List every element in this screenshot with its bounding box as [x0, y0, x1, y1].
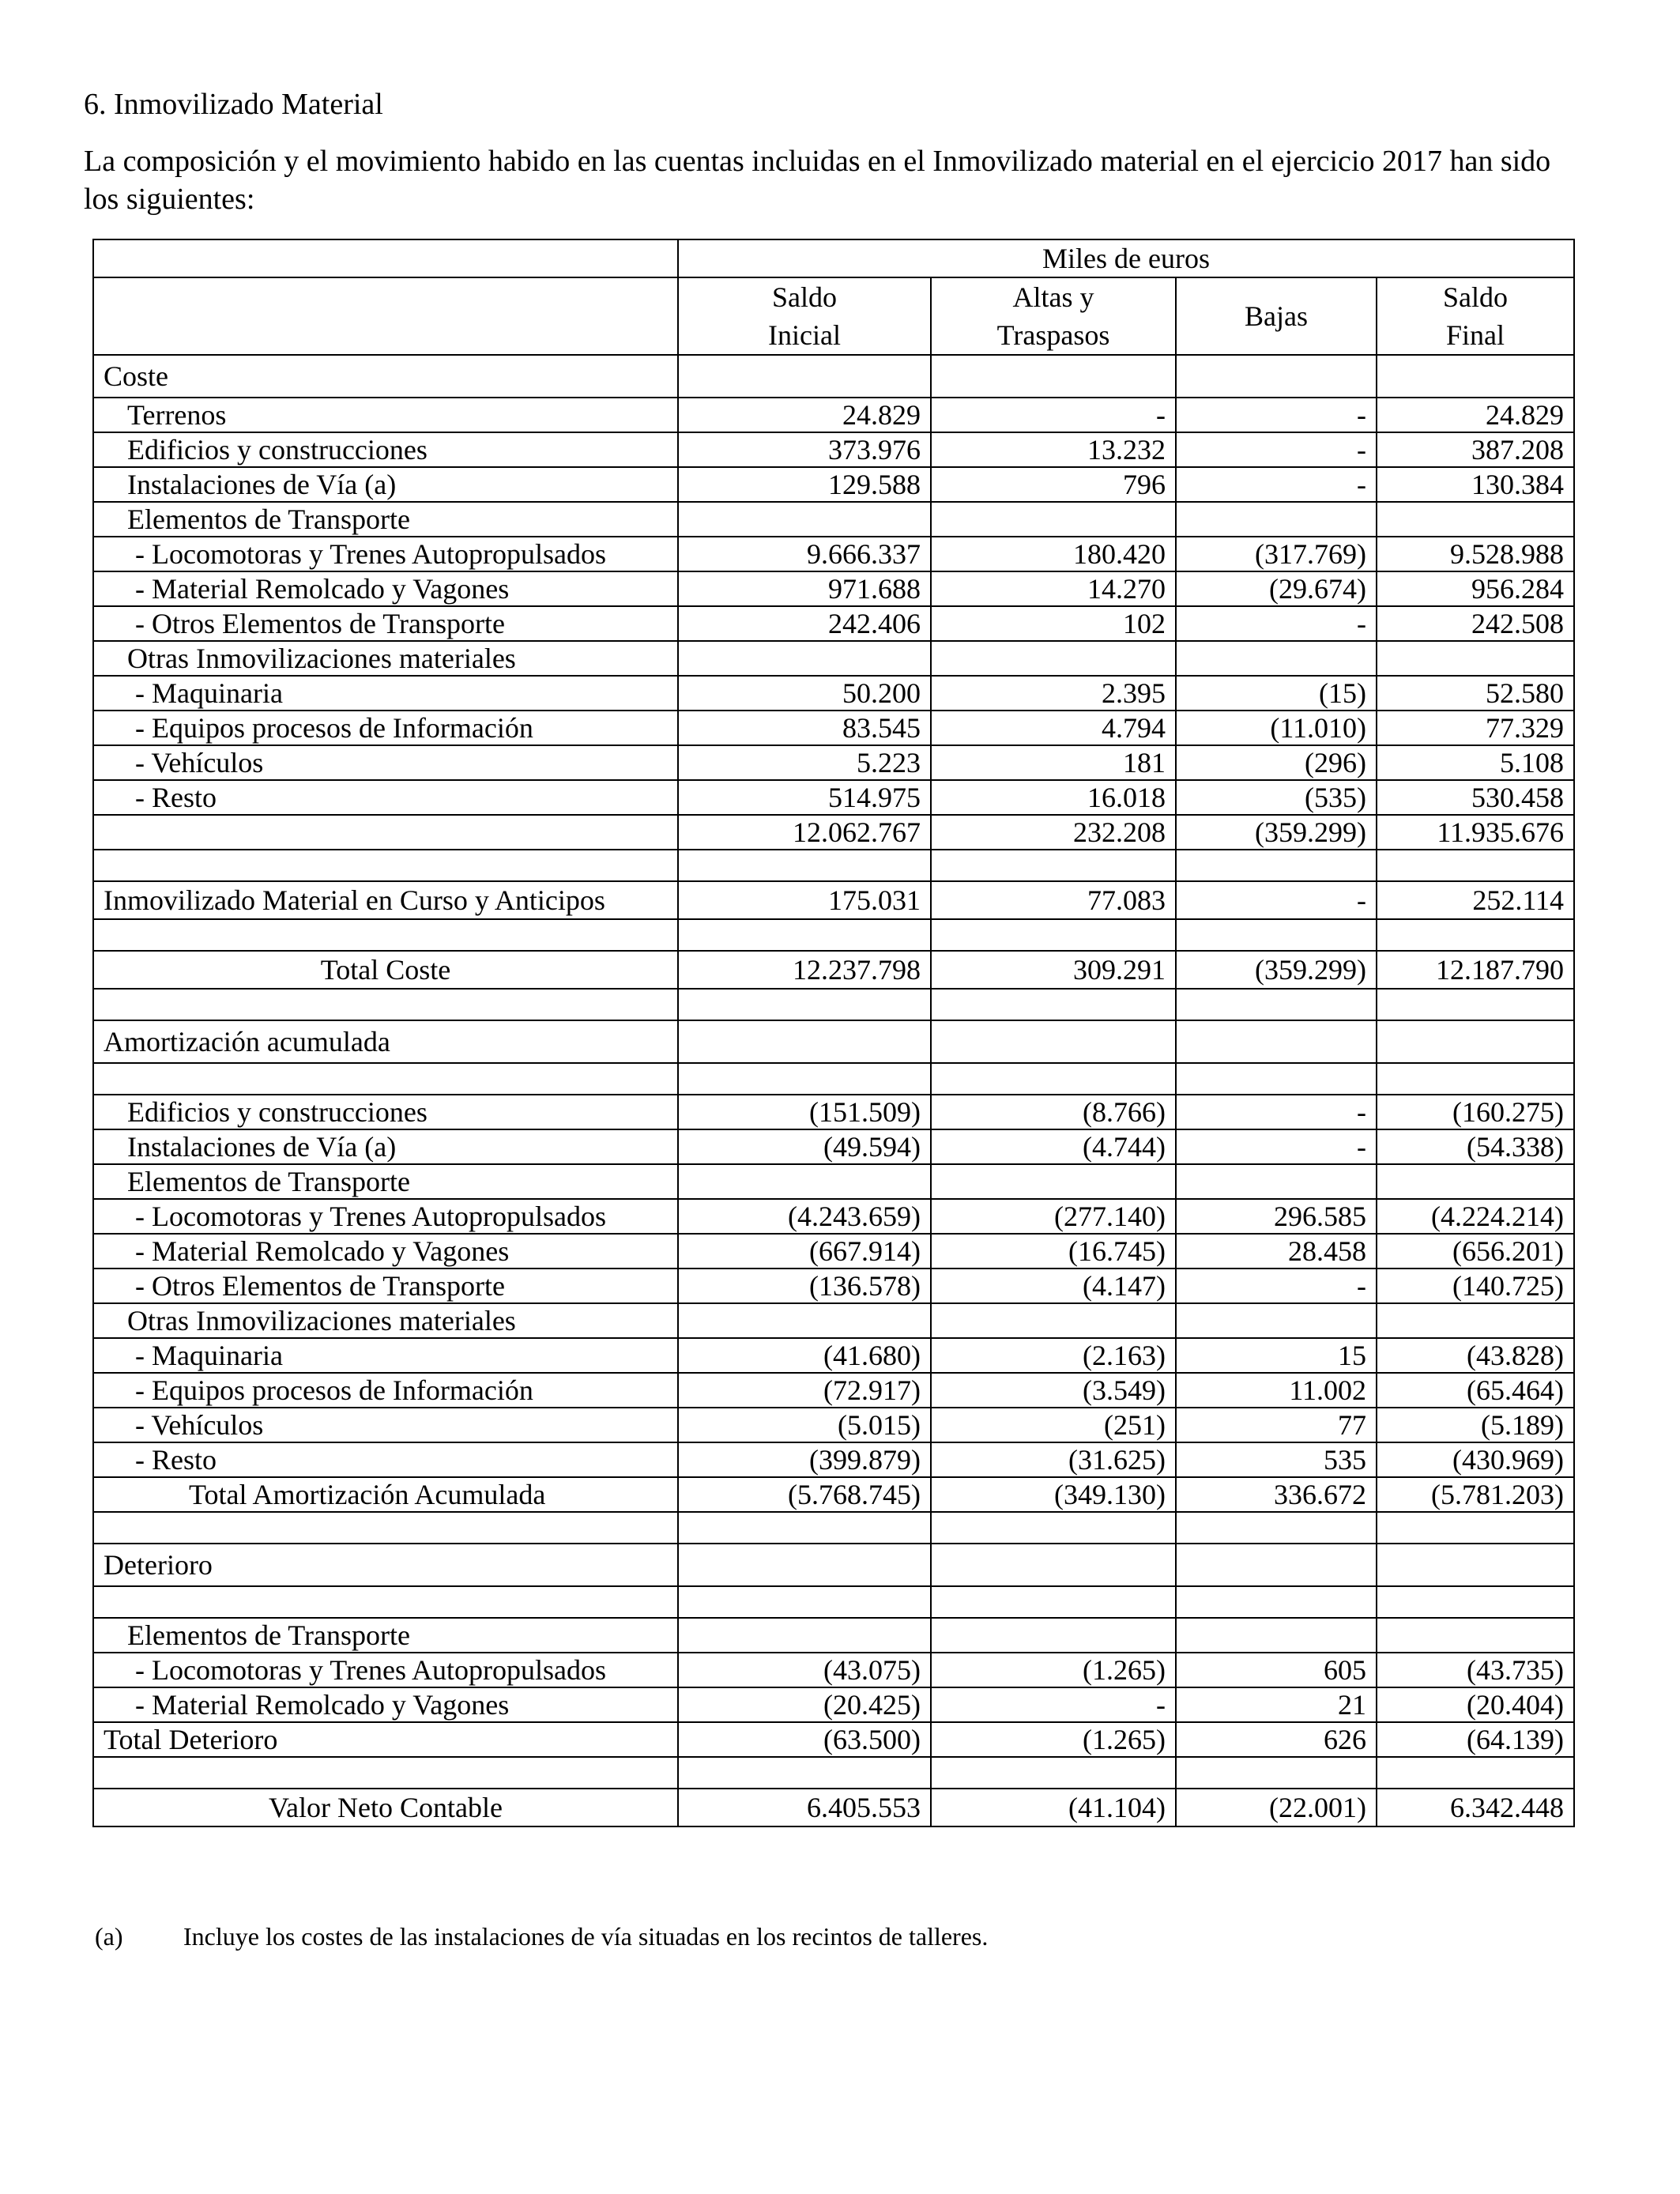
bajas-cell: - [1176, 1269, 1377, 1303]
row-label: Instalaciones de Vía (a) [93, 1129, 678, 1164]
saldo-inicial-cell: 373.976 [678, 432, 931, 467]
empty-cell [931, 1020, 1176, 1063]
saldo-inicial-cell [678, 1618, 931, 1653]
bajas-cell: (15) [1176, 676, 1377, 711]
footnote-text: Incluye los costes de las instalaciones de vía situadas en los recintos de talleres. [183, 1922, 989, 1951]
empty-cell [93, 1063, 678, 1095]
bajas-cell [1176, 641, 1377, 676]
col-header-saldo-final [1377, 277, 1574, 355]
col-header-saldo-inicial [678, 277, 931, 355]
empty-cell [1176, 989, 1377, 1020]
altas-cell: (41.104) [931, 1789, 1176, 1826]
altas-cell: 180.420 [931, 537, 1176, 571]
empty-cell [93, 1586, 678, 1618]
bajas-cell: - [1176, 432, 1377, 467]
row-label: Otras Inmovilizaciones materiales [93, 1303, 678, 1338]
empty-cell [1176, 850, 1377, 881]
header-row-columns [93, 277, 1574, 355]
bajas-cell [1176, 1618, 1377, 1653]
saldo-final-cell: 52.580 [1377, 676, 1574, 711]
section-label: Deterioro [93, 1544, 678, 1586]
row-label: - Equipos procesos de Información [93, 1373, 678, 1408]
altas-cell: (4.147) [931, 1269, 1176, 1303]
saldo-inicial-cell: 129.588 [678, 467, 931, 502]
empty-cell [1377, 1586, 1574, 1618]
section-label: Amortización acumulada [93, 1020, 678, 1063]
table-row [93, 1303, 1574, 1338]
saldo-inicial-cell: (20.425) [678, 1687, 931, 1722]
table-row [93, 641, 1574, 676]
table-row [93, 1789, 1574, 1826]
saldo-final-cell: (64.139) [1377, 1722, 1574, 1757]
table-row [93, 780, 1574, 815]
table-row [93, 1269, 1574, 1303]
empty-cell [931, 919, 1176, 951]
table-row [93, 1687, 1574, 1722]
altas-cell [931, 1618, 1176, 1653]
altas-cell: (1.265) [931, 1722, 1176, 1757]
bajas-cell: - [1176, 1095, 1377, 1129]
saldo-final-cell: 5.108 [1377, 745, 1574, 780]
row-label: Valor Neto Contable [93, 1789, 678, 1826]
table-row [93, 881, 1574, 919]
empty-cell [1176, 919, 1377, 951]
table-row [93, 1408, 1574, 1442]
saldo-inicial-cell [678, 641, 931, 676]
saldo-inicial-cell [678, 1303, 931, 1338]
empty-cell [1377, 1544, 1574, 1586]
saldo-inicial-cell: 242.406 [678, 606, 931, 641]
saldo-inicial-cell: 6.405.553 [678, 1789, 931, 1826]
table-row [93, 676, 1574, 711]
saldo-final-cell: (65.464) [1377, 1373, 1574, 1408]
table-row [93, 1653, 1574, 1687]
altas-cell [931, 1303, 1176, 1338]
empty-cell [931, 1544, 1176, 1586]
row-label [93, 815, 678, 850]
row-label: - Locomotoras y Trenes Autopropulsados [93, 1653, 678, 1687]
saldo-final-cell [1377, 1164, 1574, 1199]
spacer-row [93, 1063, 1574, 1095]
row-label: Edificios y construcciones [93, 1095, 678, 1129]
bajas-cell: - [1176, 398, 1377, 432]
empty-cell [1377, 989, 1574, 1020]
empty-cell [931, 355, 1176, 398]
altas-cell: 77.083 [931, 881, 1176, 919]
table-row [93, 815, 1574, 850]
bajas-cell: - [1176, 1129, 1377, 1164]
saldo-final-cell: (656.201) [1377, 1234, 1574, 1269]
altas-cell: 2.395 [931, 676, 1176, 711]
saldo-final-cell: 130.384 [1377, 467, 1574, 502]
empty-cell [678, 1020, 931, 1063]
altas-cell: 232.208 [931, 815, 1176, 850]
empty-cell [931, 1757, 1176, 1789]
col-header-line: Saldo [771, 281, 837, 313]
unit-header: Miles de euros [678, 239, 1574, 277]
bajas-cell: 21 [1176, 1687, 1377, 1722]
table-row [93, 1722, 1574, 1757]
row-label: - Resto [93, 1442, 678, 1477]
bajas-cell: 296.585 [1176, 1199, 1377, 1234]
bajas-cell: 11.002 [1176, 1373, 1377, 1408]
table-row [93, 1442, 1574, 1477]
empty-cell [931, 850, 1176, 881]
altas-cell [931, 641, 1176, 676]
spacer-row [93, 989, 1574, 1020]
saldo-inicial-cell: 24.829 [678, 398, 931, 432]
col-header-line: Saldo [1443, 281, 1509, 313]
empty-cell [1377, 1757, 1574, 1789]
empty-cell [678, 1512, 931, 1544]
altas-cell: 16.018 [931, 780, 1176, 815]
table-row [93, 1199, 1574, 1234]
bajas-cell: - [1176, 467, 1377, 502]
row-label: Terrenos [93, 398, 678, 432]
table-row [93, 711, 1574, 745]
empty-cell [1176, 355, 1377, 398]
altas-cell: 102 [931, 606, 1176, 641]
section-row [93, 1544, 1574, 1586]
table-row [93, 1164, 1574, 1199]
section-label: Coste [93, 355, 678, 398]
altas-cell: (16.745) [931, 1234, 1176, 1269]
bajas-cell: (535) [1176, 780, 1377, 815]
bajas-cell [1176, 1164, 1377, 1199]
altas-cell: 14.270 [931, 571, 1176, 606]
empty-cell [1176, 1544, 1377, 1586]
row-label: Total Coste [93, 951, 678, 989]
saldo-final-cell: (430.969) [1377, 1442, 1574, 1477]
empty-cell [1377, 355, 1574, 398]
row-label: Total Deterioro [93, 1722, 678, 1757]
bajas-cell: 605 [1176, 1653, 1377, 1687]
empty-cell [1377, 1063, 1574, 1095]
row-label: - Otros Elementos de Transporte [93, 606, 678, 641]
saldo-final-cell: (4.224.214) [1377, 1199, 1574, 1234]
table-row [93, 432, 1574, 467]
saldo-final-cell: 9.528.988 [1377, 537, 1574, 571]
header-blank-cell [93, 277, 678, 355]
saldo-inicial-cell: (5.015) [678, 1408, 931, 1442]
row-label: - Vehículos [93, 1408, 678, 1442]
saldo-final-cell [1377, 1303, 1574, 1338]
saldo-inicial-cell [678, 1164, 931, 1199]
saldo-final-cell: (140.725) [1377, 1269, 1574, 1303]
bajas-cell: 77 [1176, 1408, 1377, 1442]
saldo-inicial-cell: (49.594) [678, 1129, 931, 1164]
bajas-cell: 626 [1176, 1722, 1377, 1757]
empty-cell [93, 989, 678, 1020]
table-row [93, 1129, 1574, 1164]
saldo-inicial-cell: (667.914) [678, 1234, 931, 1269]
altas-cell [931, 502, 1176, 537]
bajas-cell: 336.672 [1176, 1477, 1377, 1512]
spacer-row [93, 1757, 1574, 1789]
altas-cell: (31.625) [931, 1442, 1176, 1477]
saldo-final-cell: (20.404) [1377, 1687, 1574, 1722]
table-row [93, 1234, 1574, 1269]
empty-cell [93, 850, 678, 881]
footnote [95, 1921, 988, 1952]
saldo-final-cell: (5.781.203) [1377, 1477, 1574, 1512]
row-label: Total Amortización Acumulada [93, 1477, 678, 1512]
row-label: - Material Remolcado y Vagones [93, 1234, 678, 1269]
table-row [93, 1477, 1574, 1512]
empty-cell [931, 1512, 1176, 1544]
bajas-cell: 28.458 [1176, 1234, 1377, 1269]
row-label: - Maquinaria [93, 676, 678, 711]
col-header-bajas: Bajas [1176, 277, 1377, 355]
altas-cell: 4.794 [931, 711, 1176, 745]
saldo-inicial-cell: (43.075) [678, 1653, 931, 1687]
row-label: - Otros Elementos de Transporte [93, 1269, 678, 1303]
empty-cell [678, 919, 931, 951]
fixed-assets-table [92, 239, 1575, 1827]
empty-cell [931, 1063, 1176, 1095]
row-label: Elementos de Transporte [93, 502, 678, 537]
empty-cell [1176, 1512, 1377, 1544]
bajas-cell: 15 [1176, 1338, 1377, 1373]
empty-cell [93, 919, 678, 951]
altas-cell: 181 [931, 745, 1176, 780]
col-header-line: Traspasos [996, 319, 1110, 351]
empty-cell [1377, 919, 1574, 951]
table-row [93, 1338, 1574, 1373]
saldo-inicial-cell: 50.200 [678, 676, 931, 711]
empty-cell [678, 355, 931, 398]
table-row [93, 571, 1574, 606]
altas-cell: (349.130) [931, 1477, 1176, 1512]
saldo-inicial-cell [678, 502, 931, 537]
row-label: Elementos de Transporte [93, 1164, 678, 1199]
intro-paragraph: La composición y el movimiento habido en las cuentas incluidas en el Inmovilizado material en el ejercicio 2017 han sido los siguientes: [84, 145, 1551, 216]
saldo-final-cell [1377, 1618, 1574, 1653]
saldo-inicial-cell: 971.688 [678, 571, 931, 606]
spacer-row [93, 1512, 1574, 1544]
bajas-cell: 535 [1176, 1442, 1377, 1477]
altas-cell [931, 1164, 1176, 1199]
row-label: - Material Remolcado y Vagones [93, 1687, 678, 1722]
empty-cell [1176, 1020, 1377, 1063]
row-label: Inmovilizado Material en Curso y Anticipos [93, 881, 678, 919]
col-header-line: Inicial [768, 319, 841, 351]
altas-cell: - [931, 1687, 1176, 1722]
table-row [93, 537, 1574, 571]
saldo-inicial-cell: 175.031 [678, 881, 931, 919]
section-row [93, 1020, 1574, 1063]
altas-cell: (4.744) [931, 1129, 1176, 1164]
saldo-inicial-cell: 83.545 [678, 711, 931, 745]
bajas-cell: (296) [1176, 745, 1377, 780]
saldo-inicial-cell: (5.768.745) [678, 1477, 931, 1512]
saldo-inicial-cell: (72.917) [678, 1373, 931, 1408]
altas-cell: (1.265) [931, 1653, 1176, 1687]
saldo-final-cell: 11.935.676 [1377, 815, 1574, 850]
altas-cell: 13.232 [931, 432, 1176, 467]
saldo-inicial-cell: (41.680) [678, 1338, 931, 1373]
empty-cell [1176, 1586, 1377, 1618]
table-row [93, 398, 1574, 432]
saldo-inicial-cell: 514.975 [678, 780, 931, 815]
spacer-row [93, 1586, 1574, 1618]
row-label: - Resto [93, 780, 678, 815]
saldo-final-cell: (43.828) [1377, 1338, 1574, 1373]
empty-cell [1377, 1020, 1574, 1063]
row-label: - Equipos procesos de Información [93, 711, 678, 745]
row-label: - Locomotoras y Trenes Autopropulsados [93, 1199, 678, 1234]
empty-cell [931, 989, 1176, 1020]
saldo-inicial-cell: 9.666.337 [678, 537, 931, 571]
col-header-line: Altas y [1012, 281, 1094, 313]
bajas-cell: (22.001) [1176, 1789, 1377, 1826]
saldo-inicial-cell: (63.500) [678, 1722, 931, 1757]
saldo-inicial-cell: 12.062.767 [678, 815, 931, 850]
altas-cell: (2.163) [931, 1338, 1176, 1373]
bajas-cell: - [1176, 606, 1377, 641]
saldo-final-cell: 252.114 [1377, 881, 1574, 919]
altas-cell: (277.140) [931, 1199, 1176, 1234]
empty-cell [1377, 1512, 1574, 1544]
saldo-final-cell: 24.829 [1377, 398, 1574, 432]
col-header-line: Final [1446, 319, 1505, 351]
bajas-cell: (359.299) [1176, 815, 1377, 850]
empty-cell [1377, 850, 1574, 881]
row-label: Elementos de Transporte [93, 1618, 678, 1653]
header-row-unit [93, 239, 1574, 277]
header-blank-cell [93, 239, 678, 277]
footnote-mark: (a) [95, 1922, 123, 1951]
row-label: - Maquinaria [93, 1338, 678, 1373]
spacer-row [93, 850, 1574, 881]
saldo-inicial-cell: (151.509) [678, 1095, 931, 1129]
table-row [93, 1618, 1574, 1653]
table-row [93, 1373, 1574, 1408]
spacer-row [93, 919, 1574, 951]
table-row [93, 951, 1574, 989]
empty-cell [931, 1586, 1176, 1618]
row-label: Edificios y construcciones [93, 432, 678, 467]
col-header-altas [931, 277, 1176, 355]
altas-cell: - [931, 398, 1176, 432]
bajas-cell: (317.769) [1176, 537, 1377, 571]
row-label: - Vehículos [93, 745, 678, 780]
bajas-cell: - [1176, 881, 1377, 919]
saldo-inicial-cell: (136.578) [678, 1269, 931, 1303]
row-label: - Material Remolcado y Vagones [93, 571, 678, 606]
section-row [93, 355, 1574, 398]
empty-cell [678, 1757, 931, 1789]
saldo-final-cell: 6.342.448 [1377, 1789, 1574, 1826]
saldo-final-cell: 242.508 [1377, 606, 1574, 641]
empty-cell [678, 1586, 931, 1618]
saldo-final-cell: 12.187.790 [1377, 951, 1574, 989]
altas-cell: 796 [931, 467, 1176, 502]
empty-cell [678, 1063, 931, 1095]
saldo-final-cell: (5.189) [1377, 1408, 1574, 1442]
bajas-cell: (11.010) [1176, 711, 1377, 745]
saldo-final-cell: 956.284 [1377, 571, 1574, 606]
bajas-cell [1176, 502, 1377, 537]
empty-cell [678, 989, 931, 1020]
section-heading: 6. Inmovilizado Material [84, 88, 383, 121]
altas-cell: (251) [931, 1408, 1176, 1442]
row-label: Otras Inmovilizaciones materiales [93, 641, 678, 676]
saldo-final-cell: (43.735) [1377, 1653, 1574, 1687]
saldo-final-cell [1377, 502, 1574, 537]
table-row [93, 502, 1574, 537]
empty-cell [1176, 1757, 1377, 1789]
saldo-final-cell: (160.275) [1377, 1095, 1574, 1129]
empty-cell [678, 850, 931, 881]
altas-cell: (8.766) [931, 1095, 1176, 1129]
saldo-inicial-cell: 12.237.798 [678, 951, 931, 989]
table-row [93, 606, 1574, 641]
saldo-final-cell: (54.338) [1377, 1129, 1574, 1164]
saldo-inicial-cell: (4.243.659) [678, 1199, 931, 1234]
empty-cell [678, 1544, 931, 1586]
altas-cell: (3.549) [931, 1373, 1176, 1408]
bajas-cell: (29.674) [1176, 571, 1377, 606]
saldo-final-cell [1377, 641, 1574, 676]
bajas-cell: (359.299) [1176, 951, 1377, 989]
table-row [93, 467, 1574, 502]
altas-cell: 309.291 [931, 951, 1176, 989]
empty-cell [1176, 1063, 1377, 1095]
row-label: - Locomotoras y Trenes Autopropulsados [93, 537, 678, 571]
saldo-inicial-cell: 5.223 [678, 745, 931, 780]
table-row [93, 1095, 1574, 1129]
saldo-final-cell: 387.208 [1377, 432, 1574, 467]
saldo-inicial-cell: (399.879) [678, 1442, 931, 1477]
row-label: Instalaciones de Vía (a) [93, 467, 678, 502]
empty-cell [93, 1757, 678, 1789]
empty-cell [93, 1512, 678, 1544]
table-row [93, 745, 1574, 780]
saldo-final-cell: 77.329 [1377, 711, 1574, 745]
bajas-cell [1176, 1303, 1377, 1338]
saldo-final-cell: 530.458 [1377, 780, 1574, 815]
